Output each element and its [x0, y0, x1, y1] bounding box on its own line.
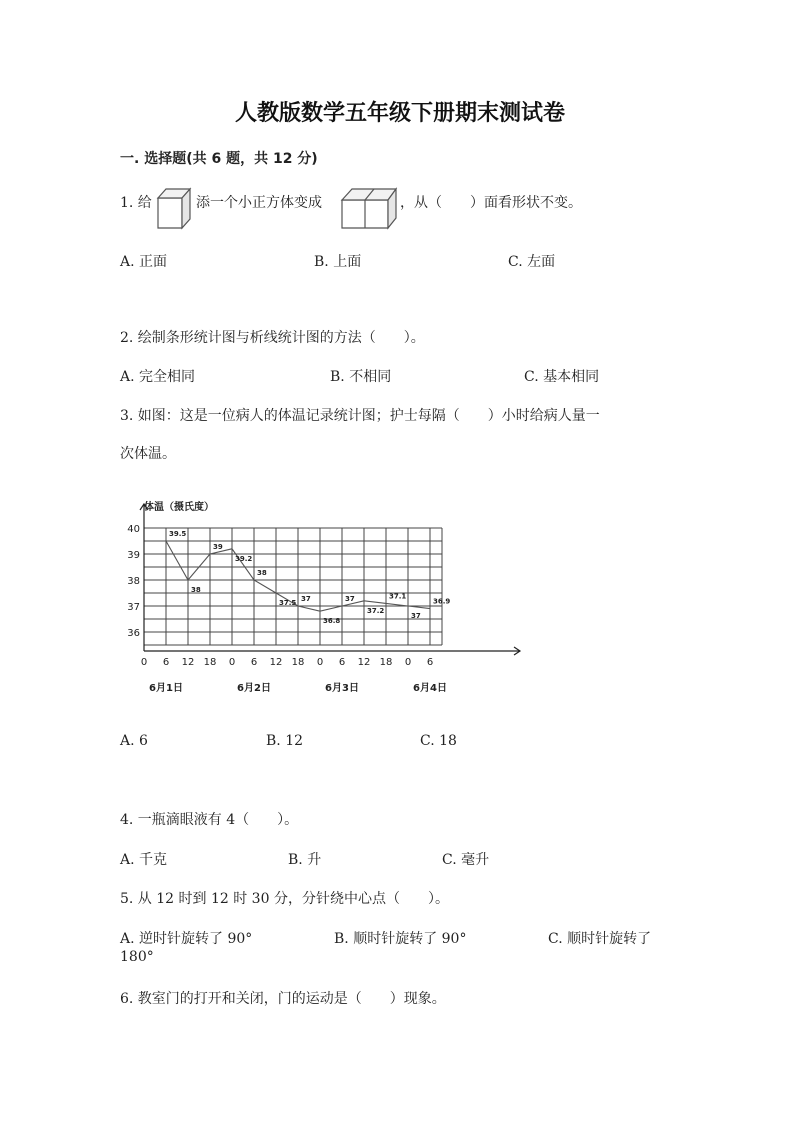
data-label: 39.5: [169, 530, 187, 538]
q1-option-b[interactable]: B. 上面: [314, 254, 362, 270]
x-tick-label: 18: [203, 657, 217, 668]
section-heading: 一. 选择题(共 6 题，共 12 分): [120, 151, 318, 167]
q3-text-line1: 3. 如图：这是一位病人的体温记录统计图；护士每隔（ ）小时给病人量一: [120, 408, 600, 424]
q3-option-b[interactable]: B. 12: [266, 733, 304, 749]
y-tick-label: 37: [127, 602, 140, 613]
day-label: 6月2日: [237, 683, 271, 694]
day-label: 6月3日: [325, 683, 359, 694]
q6-text: 6. 教室门的打开和关闭，门的运动是（ ）现象。: [120, 991, 446, 1007]
data-label: 38: [257, 569, 267, 577]
data-label: 37.5: [279, 599, 297, 607]
q1-option-a[interactable]: A. 正面: [120, 254, 168, 270]
q4-option-a[interactable]: A. 千克: [120, 852, 168, 868]
x-tick-label: 6: [250, 657, 258, 668]
chart-day-labels: [149, 681, 447, 694]
x-tick-label: 0: [228, 657, 236, 668]
data-label: 36.8: [323, 617, 341, 626]
q1-text-part2: 添一个小正方体变成: [196, 195, 322, 211]
chart-grid: [144, 528, 442, 645]
q1-text-part1: 1. 给: [120, 195, 152, 211]
q2-option-a[interactable]: A. 完全相同: [120, 369, 196, 385]
q5-text: 5. 从 12 时到 12 时 30 分，分针绕中心点（ ）。: [120, 891, 449, 907]
q2-text: 2. 绘制条形统计图与析线统计图的方法（ ）。: [120, 330, 425, 346]
x-tick-label: 0: [404, 657, 412, 668]
x-tick-label: 12: [181, 657, 195, 668]
data-label: 37: [301, 595, 311, 603]
day-label: 6月1日: [149, 683, 183, 694]
q4-text: 4. 一瓶滴眼液有 4（ ）。: [120, 812, 299, 828]
data-label: 39: [213, 543, 223, 551]
single-cube-image: [156, 186, 192, 230]
q5-option-c-continued: 180°: [120, 949, 154, 965]
chart-y-tick-labels: [127, 524, 140, 639]
x-tick-label: 18: [291, 657, 305, 668]
q2-option-c[interactable]: C. 基本相同: [524, 369, 600, 385]
data-label: 37: [345, 595, 355, 603]
y-tick-label: 40: [127, 524, 140, 535]
data-label: 38: [191, 586, 201, 594]
x-tick-label: 6: [338, 657, 346, 668]
y-tick-label: 39: [127, 550, 140, 561]
q2-option-b[interactable]: B. 不相同: [330, 369, 392, 385]
temperature-line-chart: [122, 488, 522, 694]
x-tick-label: 0: [140, 657, 148, 668]
x-tick-label: 18: [379, 657, 393, 668]
double-cube-image: [340, 186, 398, 230]
data-label: 39.2: [235, 554, 253, 563]
x-tick-label: 0: [316, 657, 324, 668]
day-label: 6月4日: [413, 683, 447, 694]
y-tick-label: 36: [127, 628, 140, 639]
x-tick-label: 12: [269, 657, 283, 668]
data-label: 36.9: [433, 597, 451, 606]
q5-option-c[interactable]: C. 顺时针旋转了: [548, 931, 652, 947]
q1-text-part3: ，从（ ）面看形状不变。: [400, 195, 582, 211]
y-tick-label: 38: [127, 576, 140, 587]
q4-option-c[interactable]: C. 毫升: [442, 852, 490, 868]
data-label: 37: [411, 612, 421, 620]
q5-option-b[interactable]: B. 顺时针旋转了 90°: [334, 931, 467, 947]
chart-x-tick-labels: [141, 657, 433, 668]
data-label: 37.2: [367, 606, 385, 615]
q3-option-a[interactable]: A. 6: [120, 733, 148, 749]
x-tick-label: 6: [426, 657, 434, 668]
page-title: 人教版数学五年级下册期末测试卷: [234, 101, 565, 126]
q3-option-c[interactable]: C. 18: [420, 733, 457, 749]
q4-option-b[interactable]: B. 升: [288, 852, 322, 868]
q3-text-line2: 次体温。: [120, 446, 176, 462]
x-tick-label: 6: [162, 657, 170, 668]
q1-option-c[interactable]: C. 左面: [508, 254, 556, 270]
q5-option-a[interactable]: A. 逆时针旋转了 90°: [120, 931, 253, 947]
x-tick-label: 12: [357, 657, 371, 668]
data-label: 37.1: [389, 592, 407, 601]
chart-y-axis-label: 体温（摄氏度）: [144, 502, 214, 513]
